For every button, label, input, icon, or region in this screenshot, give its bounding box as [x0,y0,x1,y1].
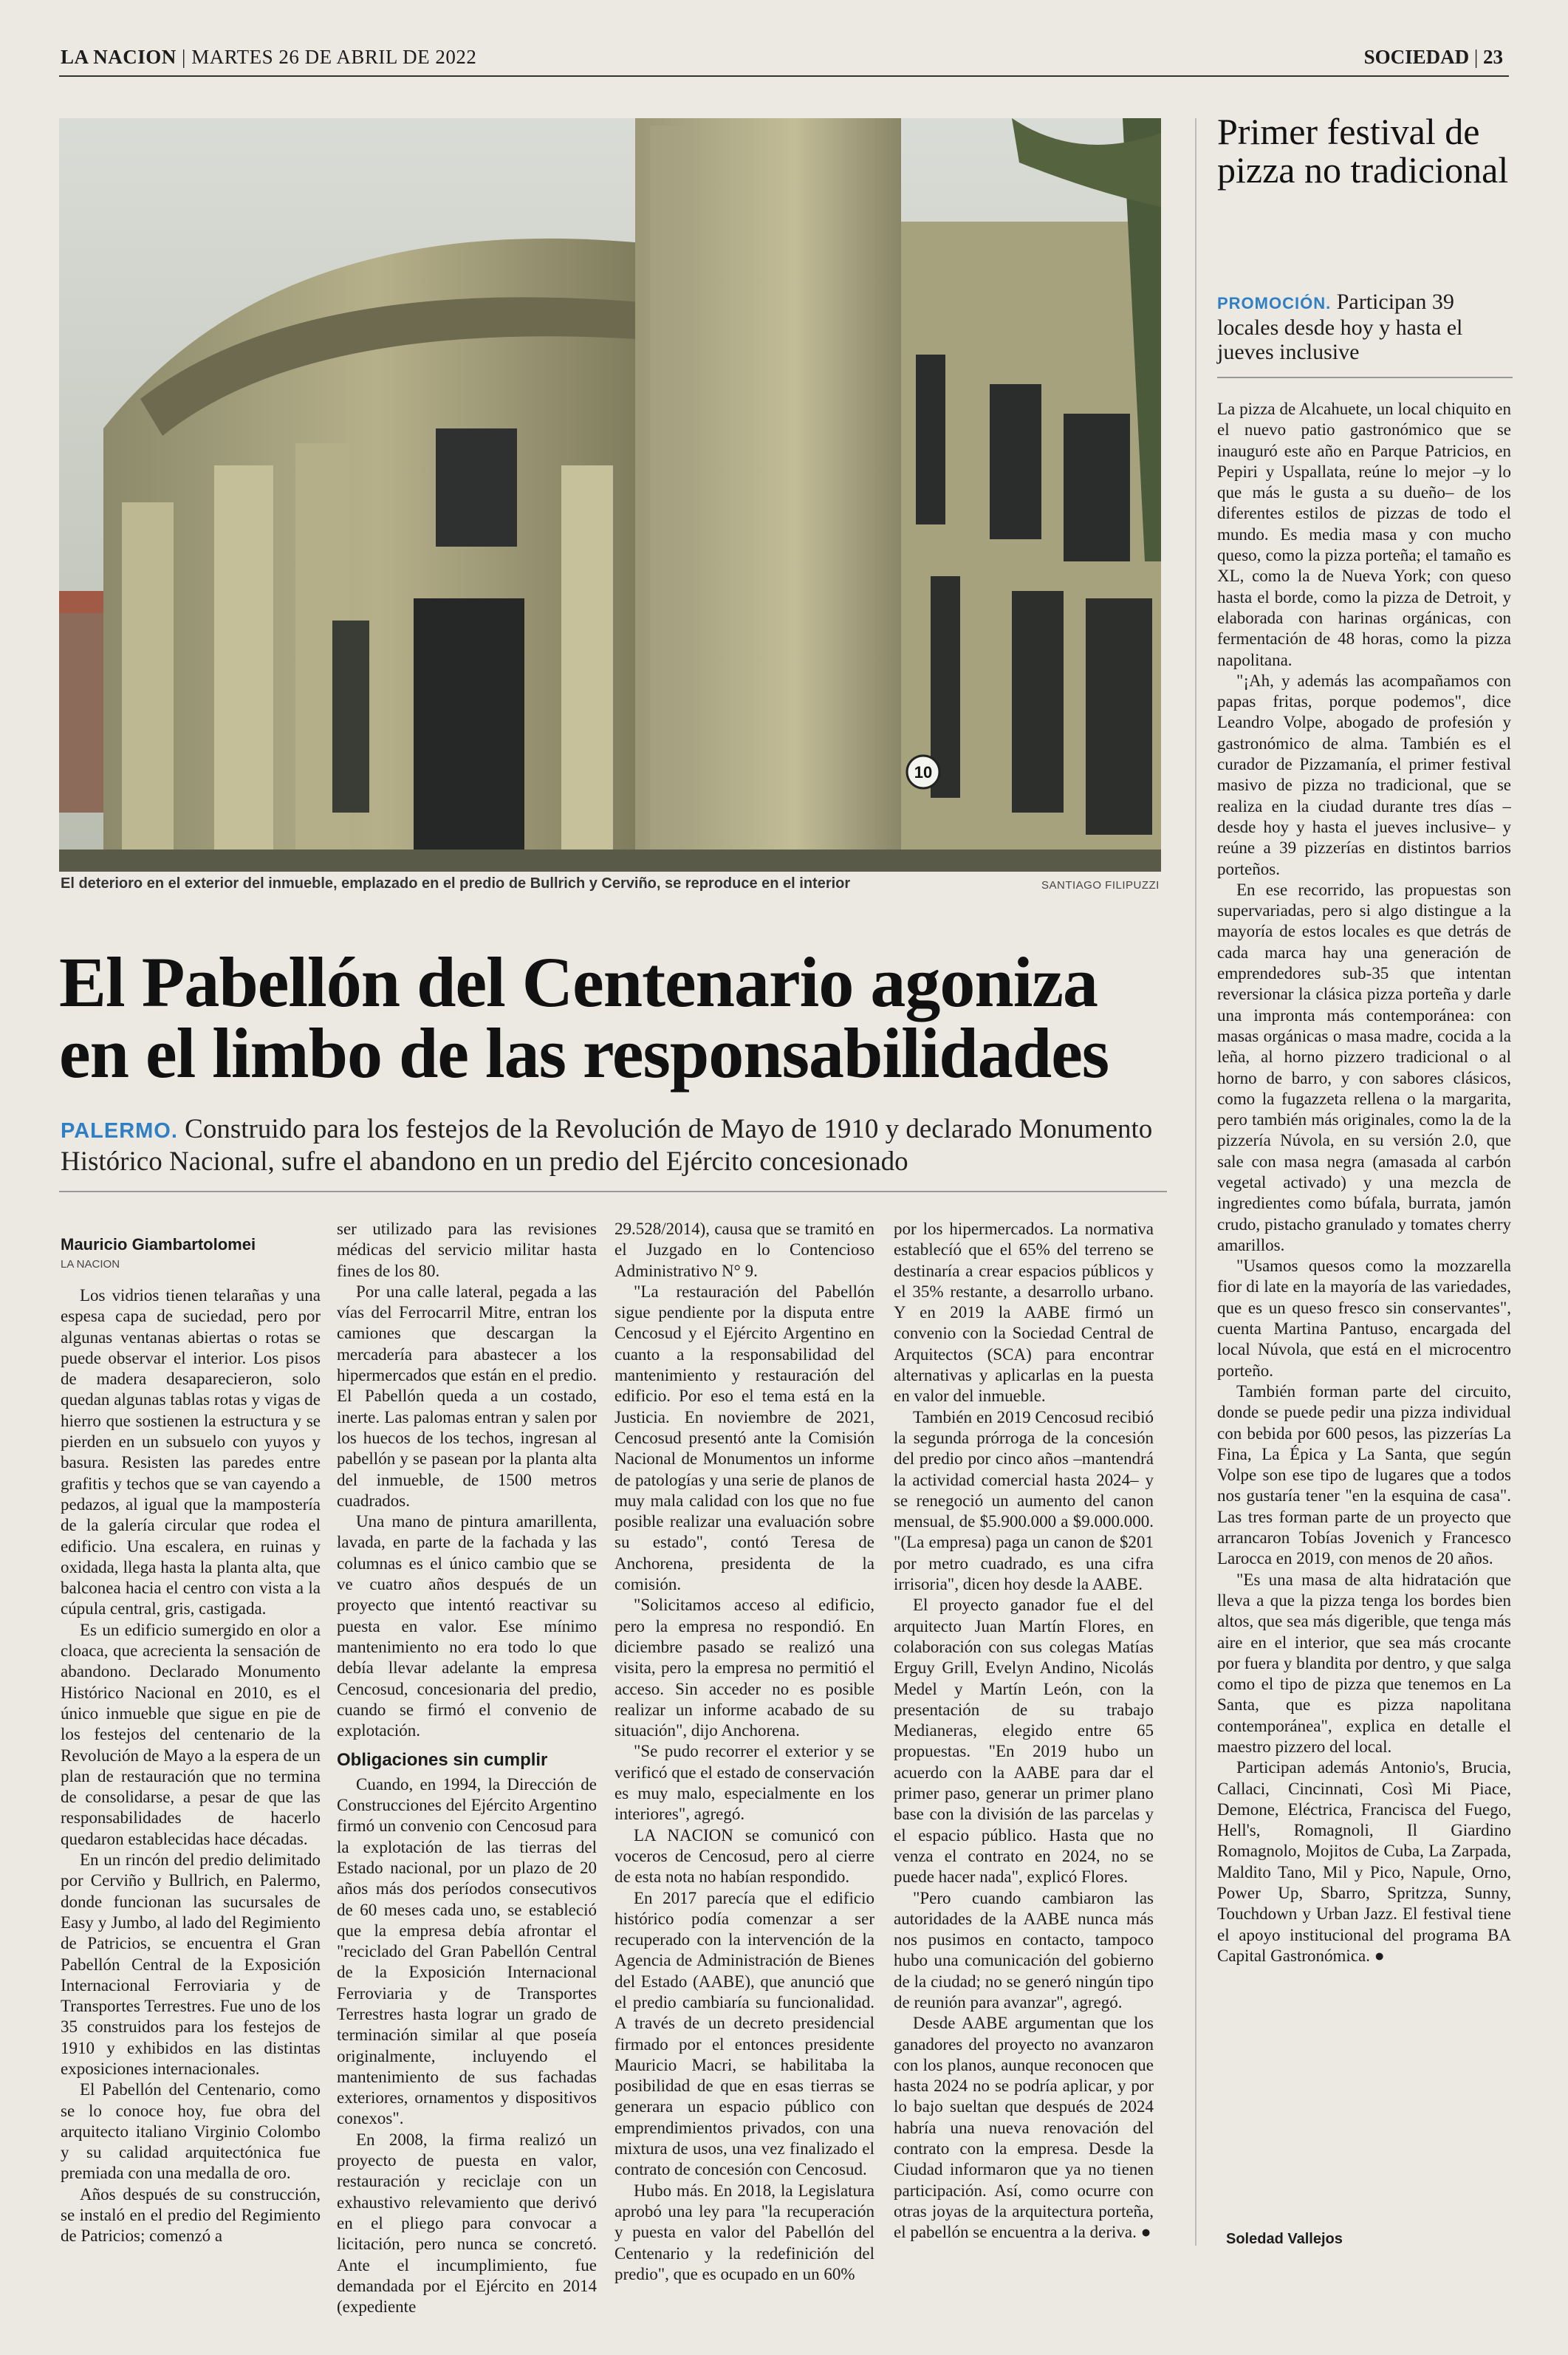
paragraph: Los vidrios tienen telarañas y una espesa capa de suciedad, pero por algunas ventanas abiertas o rotas se puede observar el interior. Los pisos de madera desaparecieron, solo quedan algunas tablas rotas y vigas de hierro que sostienen la estructura y se pierden en un subsuelo con yuyos y basura. Resisten las paredes entre grafitis y techos que se van cayendo a pedazos, al igual que la mampostería de la galería circular que rodea el edificio. Una escalera, en ruinas y oxidada, llega hasta la planta alta, que balconea hacia el centro con vista a la cúpula central, gris, castigada. [61,1286,321,1619]
paragraph: "¡Ah, y además las acompañamos con papas fritas, porque podemos", dice Leandro Volpe, abogado de profesión y gastronómico de alma. También es el curador de Pizzamanía, el primer festival masivo de pizza no tradicional, que se realiza en la ciudad durante tres días –desde hoy y hasta el jueves inclusive– y reúne a 39 pizzerías en distintos barrios porteños. [1217,671,1511,878]
article-byline: Mauricio Giambartolomei [61,1235,256,1254]
pavilion-photo [59,118,1161,872]
paragraph: El proyecto ganador fue el del arquitecto Juan Martín Flores, en colaboración con sus colegas Matías Erguy Grill, Evelyn Andino, Nicolás Medel y Martín León, con la presentación de su trabajo Medianeras, elegido entre 65 propuestas. "En 2019 hubo un acuerdo con la AABE para dar el primer paso, generar un primer plano base con la división de las parcelas y el espacio público. Hasta que no venza el contrato en 2024, no se puede hacer nada", explicó Flores. [894,1596,1154,1887]
paragraph: LA NACION se comunicó con voceros de Cencosud, pero al cierre de esta nota no habían respondido. [614,1825,874,1887]
paragraph: Es un edificio sumergido en olor a cloaca, que acrecienta la sensación de abandono. Declarado Monumento Histórico Nacional en 2010, es el único inmueble que sigue en pie de los festejos del centenario de la Revolución de Mayo a la espera de un plan de restauración que no termina de consolidarse, a pesar de que las responsabilidades de hacerlo quedaron establecidas hace décadas. [61,1620,321,1848]
section-name: SOCIEDAD [1363,46,1470,68]
paragraph: "Es una masa de alta hidratación que lleva a que la pizza tenga los bordes bien altos, que sea más digerible, que tenga más aire en el interior, que sea más crocante por fuera y blandita por dentro, y que salga como el tipo de pizza que tenemos en La Santa, que es pizza napolitana contemporánea", explica en detalle el maestro pizzero del local. [1217,1570,1511,1756]
paragraph: Participan además Antonio's, Brucia, Callaci, Cincinnati, Così Mi Piace, Demone, Eléctrica, Francisca del Fuego, Hell's, Romagnoli, Il Giardino Romagnolo, Mojitos de Cuba, La Zarpada, Maldito Tano, Mil y Pico, Napule, Orno, Power Up, Sbarro, Spritzza, Sunny, Touchdown y Urban Jazz. El festival tiene el apoyo institucional del programa BA Capital Gastronómica. ● [1217,1758,1511,1965]
paragraph: "La restauración del Pabellón sigue pendiente por la disputa entre Cencosud y el Ejército Argentino en cuanto a la responsabilidad del mantenimiento y restauración del edificio. Por eso el tema está en la Justicia. En noviembre de 2021, Cencosud presentó ante la Comisión Nacional de Monumentos un informe de patologías y una serie de planos de muy mala calidad con los que no fue posible realizar una evaluación sobre su estado", contó Teresa de Anchorena, presidenta de la comisión. [614,1282,874,1594]
paragraph: En ese recorrido, las propuestas son supervariadas, pero si algo distingue a la mayoría de estos locales es que detrás de cada marca hay una generación de emprendedores sub-35 que intentan reversionar la clásica pizza porteña y darle una impronta más contemporánea: con masas orgánicas o masa madre, cocida a la leña, al horno pizzero tradicional o al horno de barro, y con sabores clásicos, como la fugazzeta rellena o la margarita, pero también más originales, como la de la pizzería Núvola, en su versión 2.0, que sale con masa negra (amasada al carbón vegetal activado) y una mezcla de ingredientes como búfala, burrata, jamón crudo, pistacho granulado y tomates cherry amarillos. [1217,880,1511,1254]
article-column-4 [894,1219,1154,2334]
paragraph: En un rincón del predio delimitado por Cerviño y Bullrich, en Palermo, donde funcionan las sucursales de Easy y Jumbo, al lado del Regimiento de Patricios, se encuentra el Gran Pabellón Central de la Exposición Internacional Ferroviaria y de Transportes Terrestres. Fue uno de los 35 construidos para los festejos de 1910 y exhibidos en las distintas exposiciones internacionales. [61,1850,321,2078]
subheading: Obligaciones sin cumplir [337,1750,548,1771]
article-deck [61,1114,1168,1178]
sidebar-kicker: PROMOCIÓN. [1217,294,1332,312]
paragraph: También en 2019 Cencosud recibió la segunda prórroga de la concesión del predio por cinco años –mantendrá la actividad comercial hasta 2024– y se renegoció un aumento del canon mensual, de $5.900.000 a $9.000.000. "(La empresa) paga un canon de $201 por metro cuadrado, es una cifra irrisoria", dicen hoy desde la AABE. [894,1407,1154,1594]
paragraph: "Solicitamos acceso al edificio, pero la empresa no respondió. En diciembre pasado se realizó una visita, pero la empresa no permitió el acceso. Sin acceder no es posible realizar un informe acabado de su situación", dijo Anchorena. [614,1596,874,1740]
paragraph: En 2017 parecía que el edificio histórico podía comenzar a ser recuperado con la intervención de la Agencia de Administración de Bienes del Estado (AABE), que anunció que el predio cambiaría su funcionalidad. A través de un decreto presidencial firmado por el entonces presidente Mauricio Macri, se habilitaba la posibilidad de que en esas tierras se generara un espacio público con emprendimientos privados, con una mixtura de usos, una vez finalizado el contrato de concesión con Cencosud. [614,1888,874,2179]
sidebar-deck-text: Participan 39 locales desde hoy y hasta el jueves inclusive [1217,290,1463,364]
paragraph: Hubo más. En 2018, la Legislatura aprobó una ley para "la recuperación y puesta en valor del Pabellón del Centenario y la redefinición del predio", que es ocupado en un 60% [614,2181,874,2283]
issue-date: MARTES 26 DE ABRIL DE 2022 [191,46,477,68]
article-column-2 [337,1219,597,2334]
paragraph: ser utilizado para las revisiones médicas del servicio militar hasta fines de los 80. [337,1220,597,1280]
paragraph: "Pero cuando cambiaron las autoridades de la AABE nunca más nos pusimos en contacto, tampoco hubo una comunicación del gobierno de la ciudad; no se generó ningún tipo de reunión para avanzar", agregó. [894,1888,1154,2012]
masthead: LA NACION | MARTES 26 DE ABRIL DE 2022 [61,46,477,68]
sidebar-body [1217,399,1511,2224]
paragraph: por los hipermercados. La normativa establecíó que el 65% del terreno se destinaría a crear espacios públicos y el 35% restante, a desarrollo urbano. Y en 2019 la AABE firmó un convenio con la Sociedad Central de Arquitectos (SCA) para encontrar alternativas y aplicarlas en la puesta en valor del inmueble. [894,1220,1154,1406]
photo-caption: El deterioro en el exterior del inmueble, emplazado en el predio de Bullrich y Cerviño, se reproduce en el interior [61,875,851,892]
sidebar-headline: Primer festival de pizza no tradicional [1217,111,1509,191]
paper-name: LA NACION [61,46,177,68]
sidebar-deck [1217,290,1513,364]
article-headline [59,943,1167,1093]
paragraph: Cuando, en 1994, la Dirección de Construcciones del Ejército Argentino firmó un convenio con Cencosud para la explotación de las tierras del Estado nacional, por un plazo de 20 años más dos períodos consecutivos de 60 meses cada uno, se estableció que la empresa debía afrontar el "reciclado del Gran Pabellón Central de la Exposición Internacional Ferroviaria y de Transportes Terrestres hasta lograr un grado de terminación similar al que poseía originalmente, incluyendo el mantenimiento de sus fachadas exteriores, ornamentos y dispositivos conexos". [337,1774,597,2128]
paragraph: "Se pudo recorrer el exterior y se verificó que el estado de conservación es muy malo, especialmente en los interiores", agregó. [614,1742,874,1824]
paragraph: El Pabellón del Centenario, como se lo conoce hoy, fue obra del arquitecto italiano Virginio Colombo y su calidad arquitectónica fue premiada con una medalla de oro. [61,2080,321,2183]
section-label: SOCIEDAD | 23 [1363,46,1503,68]
paragraph: Años después de su construcción, se instaló en el predio del Regimiento de Patricios; comenzó a [61,2184,321,2246]
article-column-1 [61,1285,321,2334]
photo-credit: SANTIAGO FILIPUZZI [1041,879,1160,892]
paragraph: 29.528/2014), causa que se tramitó en el Juzgado en lo Contencioso Administrativo N° 9. [614,1220,874,1280]
page-number: 23 [1483,46,1503,68]
article-deck-text: Construido para los festejos de la Revolución de Mayo de 1910 y declarado Monumento Histórico Nacional, sufre el abandono en un predio del Ejército concesionado [61,1114,1153,1177]
sidebar-byline: Soledad Vallejos [1226,2231,1343,2247]
paragraph: En 2008, la firma realizó un proyecto de puesta en valor, restauración y reciclaje con un exhaustivo relevamiento que derivó en el pliego para convocar a licitación, pero nunca se concretó. Ante el incumplimiento, fue demandada por el Ejército en 2014 (expediente [337,2130,597,2317]
paragraph: "Usamos quesos como la mozzarella fior di late en la mayoría de las variedades, que es un queso fresco sin conservantes", cuenta Martina Pantuso, encargada del local Núvola, que está en el microcentro porteño. [1217,1257,1511,1380]
paragraph: Por una calle lateral, pegada a las vías del Ferrocarril Mitre, entran los camiones que descargan la mercadería para abastecer a los hipermercados que están en el predio. El Pabellón queda a un costado, inerte. Las palomas entran y salen por los huecos de los techos, ingresan al pabellón y se pasean por la planta alta del inmueble, de 1500 metros cuadrados. [337,1282,597,1510]
article-column-3 [614,1219,874,2334]
article-kicker: PALERMO. [61,1119,178,1143]
paragraph: Una mano de pintura amarillenta, lavada, en parte de la fachada y las columnas es el único cambio que se ve cuatro años después de un proyecto que intentó reactivar su puesta en valor. Ese mínimo mantenimiento no era todo lo que debía llevar adelante la empresa Cencosud, concesionaria del predio, cuando se firmó el convenio de explotación. [337,1512,597,1740]
paragraph: Desde AABE argumentan que los ganadores del proyecto no avanzaron con los planos, aunque reconocen que hasta 2024 no se podría aplicar, y por lo bajo sueltan que después de 2024 habría una nueva renovación del contrato con la empresa. Desde la Ciudad informaron que ya no tienen participación. Así, como ocurre con otras joyas de la arquitectura porteña, el pabellón se encuentra a la deriva. ● [894,2014,1154,2242]
paragraph: La pizza de Alcahuete, un local chiquito en el nuevo patio gastronómico que se inauguró este año en Parque Patricios, en Pepiri y Uspallata, reúne lo mejor –y lo que más le gusta a su dueño– de los diferentes estilos de pizzas de todo el mundo. Es media masa y con mucho queso, como la pizza porteña; el tamaño es XL, como la de Nueva York; con queso hasta el borde, como la pizza de Detroit, y elaborada con harinas orgánicas, con fermentación de 48 horas, como la pizza napolitana. [1217,400,1511,669]
deck-rule [59,1191,1167,1192]
sidebar-divider [1195,118,1196,2246]
pavilion-illustration [59,118,1161,872]
headline-line-2: en el limbo de las responsabilidades [59,1014,1109,1093]
paragraph: También forman parte del circuito, donde se puede pedir una pizza individual con bebida por 600 pesos, las pizzerías La Fina, La Épica y La Santa, que según Volpe son ese tipo de lugares que a todos nos gustaría tener "en la esquina de casa". Las tres forman parte de un proyecto que arrancaron Tobías Jovenich y Francesco Larocca en 2019, con menos de 20 años. [1217,1381,1511,1568]
headline-line-1: El Pabellón del Centenario agoniza [59,943,1098,1022]
article-byline-org: LA NACION [61,1258,120,1271]
sidebar-rule [1217,377,1513,378]
header-rule [59,75,1509,77]
speed-sign-label: 10 [914,763,933,782]
